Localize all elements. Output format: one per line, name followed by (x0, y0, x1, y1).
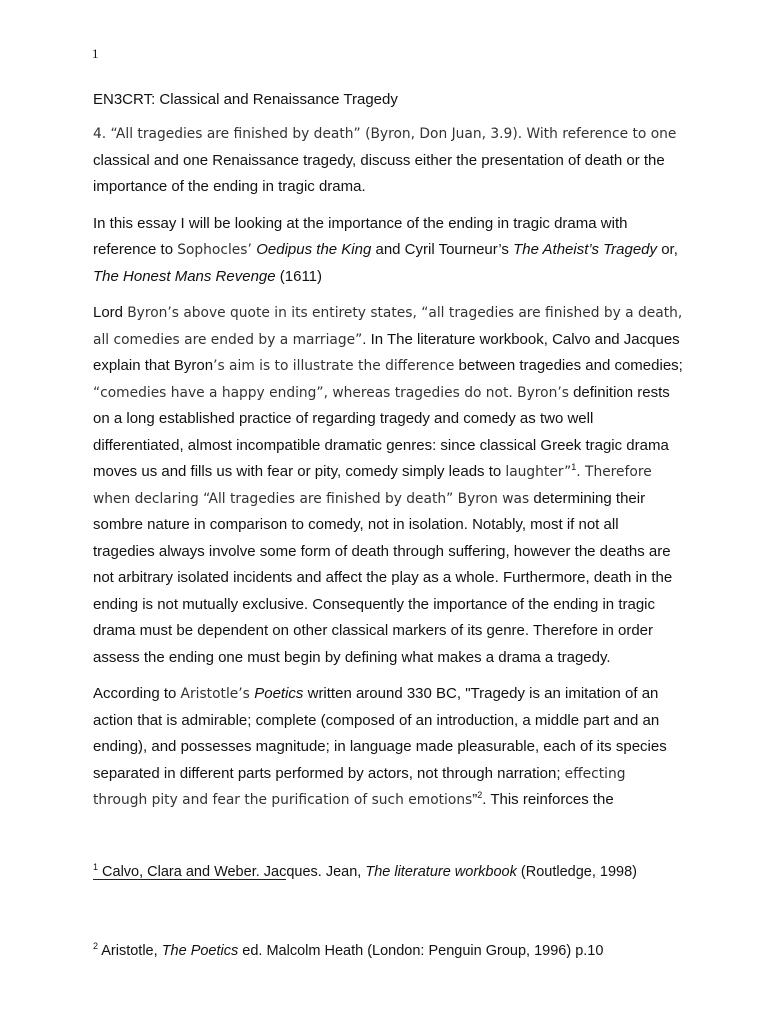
para-text: tragedies do not. Byron’s (390, 384, 569, 401)
footnote-text: (Routledge, 1998) (516, 864, 637, 880)
footnote-title: The Poetics (161, 943, 239, 959)
para-text: Aristotle’s (180, 686, 255, 702)
footnote-text: ed. Malcolm Heath (London: Penguin Group, 1996) p.10 (238, 943, 604, 959)
para-text: between tragedies and comedies; (454, 357, 683, 374)
footnote-2 (93, 941, 693, 961)
question-rest: classical and one Renaissance tragedy, discuss either the presentation of death or the importance of the ending in tragic drama. (93, 151, 665, 195)
aristotle-paragraph (93, 681, 683, 814)
byron-paragraph (93, 300, 683, 671)
intro-text: In this essay I will be looking at the importance of the ending in tragic drama with reference to (93, 214, 628, 258)
para-text: . This reinforces the (482, 791, 614, 808)
title-oedipus: Oedipus the King (256, 241, 372, 258)
para-text: Lord (93, 304, 128, 321)
intro-paragraph (93, 211, 683, 291)
footnote-text: Calvo, Clara and Weber. Jacques. Jean, (98, 864, 366, 880)
footnote-number: 2 (93, 941, 99, 952)
para-text: laughter” (505, 464, 572, 480)
footnote-1-text (93, 861, 693, 882)
footnote-text: Aristotle, (98, 943, 162, 959)
para-text: definition rests on a long established practice of regarding tragedy and comedy as two well differentiated, almost incompatible dramatic genres: since classical Greek tragic drama moves us and fills us with fear or pity, comedy simply leads to (93, 383, 670, 480)
para-text: . Therefore when declaring “All tragedies are finished by death” Byron was (93, 464, 652, 507)
title-atheists-tragedy: The Atheist’s Tragedy (513, 241, 658, 258)
para-text: ” (472, 791, 478, 808)
byron-quote: Byron’s above quote in its entirety states, “all tragedies are finished by a death, all comedies are ended by a marriage” (93, 305, 683, 348)
aristotle-quote: effecting through pity and fear the purification of such emotions (93, 765, 626, 808)
para-text: . In The literature workbook, Calvo and Jacques explain that Byron (93, 330, 680, 374)
footnote-number: 1 (93, 862, 99, 873)
title-honest-mans-revenge: The Honest Mans Revenge (93, 267, 276, 285)
essay-question (93, 121, 683, 201)
course-title: EN3CRT: Classical and Renaissance Tragedy (93, 91, 398, 108)
intro-text: Sophocles’ (177, 242, 257, 258)
footnote-ref-1[interactable]: 1 (571, 462, 577, 472)
para-text: determining their sombre nature in comparison to comedy, not in isolation. Notably, most if not all tragedies always involve some form of death through suffering, however the deaths are not arbitrary isolated incidents and affect the play as a whole. Furthermore, death in the ending is not mutually exclusive. Consequently the importance of the ending in tragic drama must be dependent on other classical markers of its genre. Therefore in order assess the ending one must begin by defining what makes a drama a tragedy. (93, 489, 673, 666)
para-text: ’s aim is to illustrate the difference (213, 358, 455, 374)
footnote-ref-2[interactable]: 2 (477, 790, 483, 800)
footnote-title: The literature workbook (365, 864, 517, 880)
para-text: According to (93, 685, 181, 702)
intro-text: and Cyril Tourneur’s (371, 241, 514, 258)
comedy-quote: “comedies have a happy ending”, whereas (93, 384, 391, 401)
intro-text: (1611) (275, 267, 323, 285)
title-poetics: Poetics (254, 685, 304, 702)
aristotle-quote: written around 330 BC, "Tragedy is an imitation of an action that is admirable; complete (composed of an introduction, a middle part and an ending), and possesses magnitude; in language made pleasurable, each of its species separated in different parts performed by actors, not through narration; (93, 685, 667, 782)
essay-body (93, 87, 683, 824)
question-lead: 4. “All tragedies are finished by death” (Byron, Don Juan, 3.9). With reference to one (93, 126, 677, 142)
page-number: 1 (92, 46, 99, 61)
intro-text: or, (657, 241, 678, 258)
